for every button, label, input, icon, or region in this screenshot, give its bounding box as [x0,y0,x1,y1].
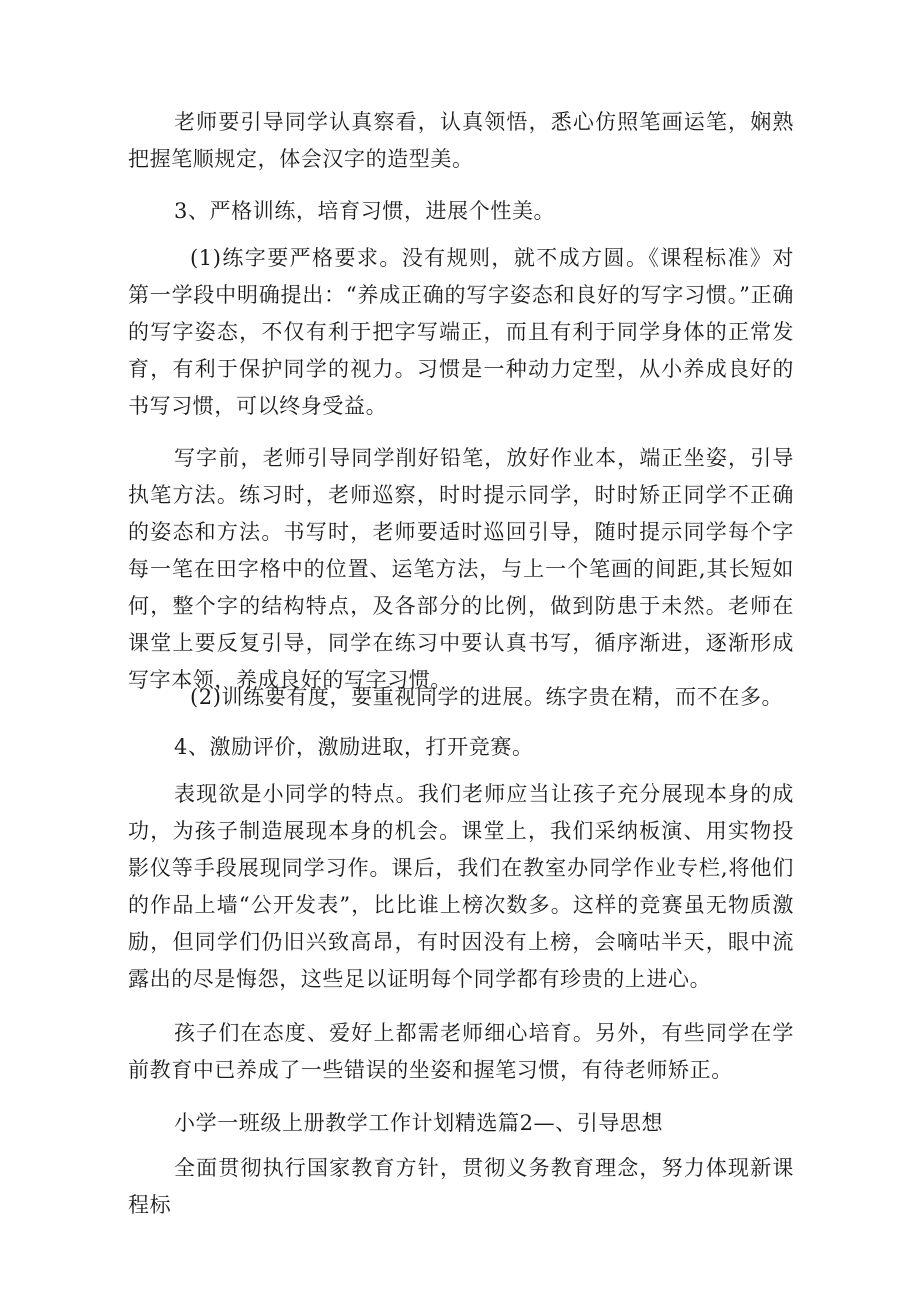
heading-strict-training: 3、严格训练，培育习惯，进展个性美。 [174,199,556,223]
paragraph-moderate-training: (2)训练要有度，要重视同学的进展。练字贵在精，而不在多。 [190,685,784,709]
paragraph-observation: 老师要引导同学认真察看，认真领悟，悉心仿照笔画运笔，娴熟把握笔顺规定，体会汉字的造型美。 [128,110,794,171]
paragraph-attitude: 孩子们在态度、爱好上都需老师细心培育。另外，有些同学在学前教育中已养成了一些错误的坐姿和握笔习惯，有待老师矫正。 [128,1021,794,1082]
heading-encouragement: 4、激励评价，激励进取，打开竞赛。 [174,735,534,759]
section-title-plan-2: 小学一班级上册教学工作计划精选篇2—、引导思想 [174,1111,664,1135]
paragraph-expression-desire: 表现欲是小同学的特点。我们老师应当让孩子充分展现本身的成功，为孩子制造展现本身的机会。课堂上，我们采纳板演、用实物投影仪等手段展现同学习作。课后，我们在教室办同学作业专栏,将他们的作品上墙“公开发表”，比比谁上榜次数多。这样的竞赛虽无物质激励，但同学们仍旧兴致高昂，有时因没有上榜，会嘀咕半天，眼中流露出的尽是悔怨，这些足以证明每个同学都有珍贵的上进心。 [128,782,794,991]
paragraph-strict-requirements: (1)练字要严格要求。没有规则，就不成方圆。《课程标准》对第一学段中明确提出：“养成正确的写字姿态和良好的写字习惯。”正确的写字姿态，不仅有利于把字写端正，而且有利于同学身体的正常发育，有利于保护同学的视力。习惯是一种动力定型，从小养成良好的书写习惯，可以终身受益。 [128,246,794,418]
paragraph-before-writing: 写字前，老师引导同学削好铅笔，放好作业本，端正坐姿，引导执笔方法。练习时，老师巡察，时时提示同学，时时矫正同学不正确的姿态和方法。书写时，老师要适时巡回引导，随时提示同学每个字每一笔在田字格中的位置、运笔方法，与上一个笔画的间距,其长短如何，整个字的结构特点，及各部分的比例，做到防患于未然。老师在课堂上要反复引导，同学在练习中要认真书写，循序渐进，逐渐形成写字本领，养成良好的写字习惯。 [128,446,794,692]
paragraph-guiding-thought: 全面贯彻执行国家教育方针，贯彻义务教育理念，努力体现新课程标 [128,1156,794,1217]
